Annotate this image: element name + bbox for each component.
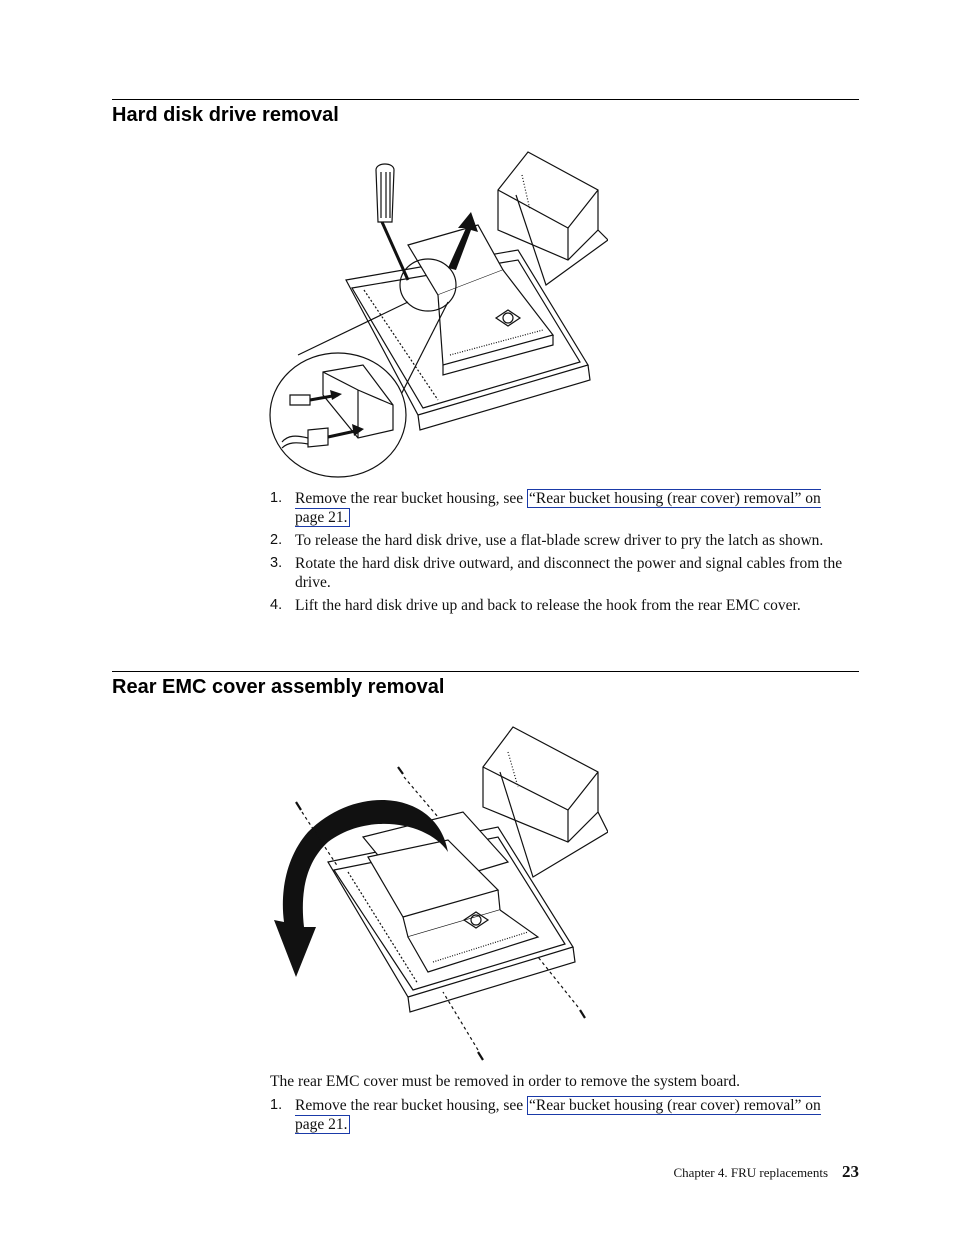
list-item — [270, 554, 850, 592]
list-item — [270, 531, 850, 550]
section-heading-emc-cover-removal: Rear EMC cover assembly removal — [112, 676, 445, 698]
chapter-label: Chapter 4. FRU replacements — [673, 1165, 828, 1180]
step-text: Remove the rear bucket housing, see — [295, 1097, 527, 1114]
step-text: To release the hard disk drive, use a flat-blade screw driver to pry the latch as shown. — [295, 532, 824, 549]
step-number: 2. — [270, 532, 283, 548]
step-number: 3. — [270, 555, 283, 571]
page-footer — [673, 1162, 859, 1182]
emc-cover-removal-steps — [270, 1096, 850, 1138]
section-divider — [112, 99, 859, 100]
list-item — [270, 1096, 850, 1134]
section-heading-hdd-removal: Hard disk drive removal — [112, 104, 339, 126]
section-divider — [112, 671, 859, 672]
step-text: Lift the hard disk drive up and back to release the hook from the rear EMC cover. — [295, 597, 801, 614]
step-text: Rotate the hard disk drive outward, and disconnect the power and signal cables from the drive. — [295, 555, 843, 591]
emc-cover-intro: The rear EMC cover must be removed in order to remove the system board. — [270, 1073, 741, 1090]
step-number: 1. — [270, 1097, 283, 1113]
page-number: 23 — [842, 1162, 859, 1181]
step-number: 1. — [270, 490, 283, 506]
rear-bucket-housing-link[interactable]: “Rear bucket housing (rear cover) removal” on page 21. — [295, 490, 821, 526]
hdd-removal-illustration — [268, 150, 608, 480]
hdd-removal-steps — [270, 489, 850, 619]
list-item — [270, 489, 850, 527]
step-text: Remove the rear bucket housing, see — [295, 490, 527, 507]
emc-cover-removal-illustration — [268, 722, 608, 1067]
step-number: 4. — [270, 597, 283, 613]
rear-bucket-housing-link[interactable]: “Rear bucket housing (rear cover) removal” on page 21. — [295, 1097, 821, 1133]
list-item — [270, 596, 850, 615]
